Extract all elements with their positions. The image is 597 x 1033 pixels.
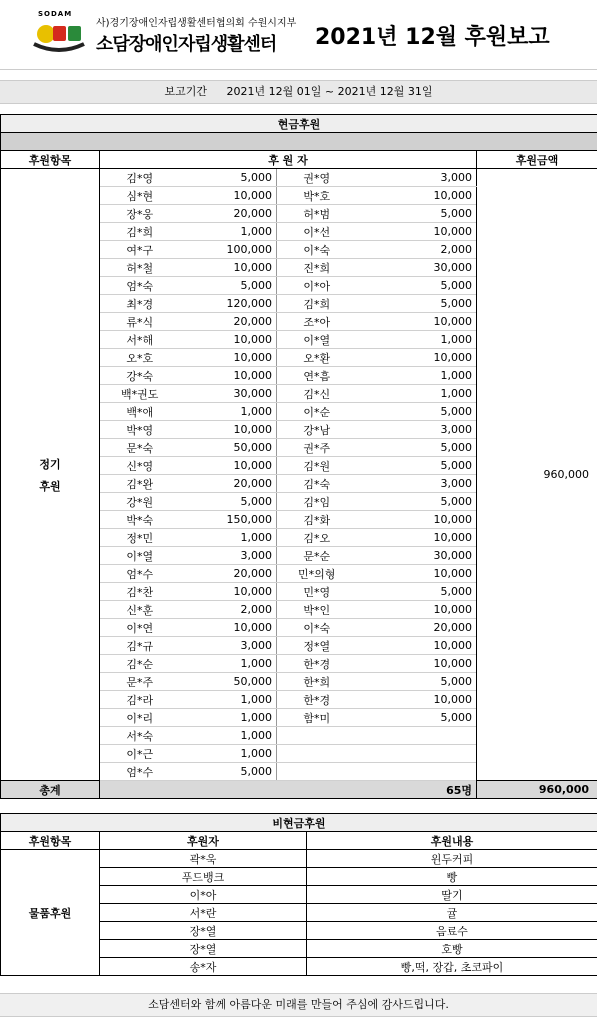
donor-name: 허*철	[100, 259, 180, 277]
donor-amount: 10,000	[357, 655, 477, 673]
donor-name: 엄*숙	[100, 277, 180, 295]
noncash-donor-name: 이*아	[100, 886, 307, 904]
donor-name: 엄*수	[100, 763, 180, 781]
noncash-category-cell: 물품후원	[1, 850, 100, 976]
noncash-donor-name: 푸드뱅크	[100, 868, 307, 886]
donor-amount: 3,000	[357, 169, 477, 187]
donor-amount: 3,000	[180, 637, 277, 655]
donor-amount: 5,000	[357, 439, 477, 457]
donor-name: 김*순	[100, 655, 180, 673]
cash-donation-table	[0, 114, 597, 799]
donor-amount: 1,000	[357, 385, 477, 403]
donor-amount: 30,000	[180, 385, 277, 403]
donor-name: 김*라	[100, 691, 180, 709]
donor-name: 조*아	[277, 313, 357, 331]
donor-amount: 3,000	[180, 547, 277, 565]
donor-amount: 1,000	[180, 223, 277, 241]
donor-amount: 5,000	[180, 169, 277, 187]
cash-header-category: 후원항목	[1, 151, 100, 169]
donor-name: 강*남	[277, 421, 357, 439]
donor-name: 김*희	[100, 223, 180, 241]
donor-name: 이*연	[100, 619, 180, 637]
donor-amount: 10,000	[180, 349, 277, 367]
donor-name: 문*주	[100, 673, 180, 691]
donor-name: 오*호	[100, 349, 180, 367]
donor-amount: 10,000	[180, 367, 277, 385]
donor-amount: 5,000	[357, 205, 477, 223]
donor-amount: 5,000	[357, 709, 477, 727]
org-name: 소담장애인자립생활센터	[96, 34, 277, 55]
donor-name: 김*화	[277, 511, 357, 529]
cash-category-line1: 정기	[39, 457, 61, 471]
donor-amount: 10,000	[180, 421, 277, 439]
donor-name: 김*숙	[277, 475, 357, 493]
donor-amount: 20,000	[180, 565, 277, 583]
donor-amount: 5,000	[357, 583, 477, 601]
donor-name	[277, 727, 357, 745]
donor-name: 김*임	[277, 493, 357, 511]
donor-amount: 5,000	[357, 493, 477, 511]
noncash-section-title: 비현금후원	[1, 814, 597, 832]
donor-amount: 1,000	[180, 709, 277, 727]
donor-name: 이*숙	[277, 619, 357, 637]
donor-name: 심*현	[100, 187, 180, 205]
donor-name: 엄*수	[100, 565, 180, 583]
donor-name: 신*훈	[100, 601, 180, 619]
donor-amount: 10,000	[180, 259, 277, 277]
donor-amount: 10,000	[180, 619, 277, 637]
donor-name: 김*신	[277, 385, 357, 403]
total-count: 65명	[100, 781, 477, 799]
donor-amount: 10,000	[357, 691, 477, 709]
cash-donor-row	[1, 169, 597, 187]
donor-name: 김*완	[100, 475, 180, 493]
donor-name: 이*숙	[277, 241, 357, 259]
donor-name: 서*해	[100, 331, 180, 349]
donor-amount: 10,000	[357, 349, 477, 367]
donor-name: 이*아	[277, 277, 357, 295]
donor-name: 장*웅	[100, 205, 180, 223]
donor-amount: 3,000	[357, 475, 477, 493]
donor-amount: 10,000	[357, 187, 477, 205]
donor-amount: 10,000	[357, 529, 477, 547]
donor-name: 이*근	[100, 745, 180, 763]
donor-name: 문*순	[277, 547, 357, 565]
donor-amount: 5,000	[357, 673, 477, 691]
donor-name: 강*원	[100, 493, 180, 511]
donor-name: 박*숙	[100, 511, 180, 529]
donor-name: 정*열	[277, 637, 357, 655]
donor-name: 진*희	[277, 259, 357, 277]
donor-amount: 5,000	[357, 277, 477, 295]
donor-name: 민*의형	[277, 565, 357, 583]
donor-amount: 10,000	[357, 511, 477, 529]
donor-name: 신*영	[100, 457, 180, 475]
donor-amount	[357, 727, 477, 745]
donor-amount: 50,000	[180, 673, 277, 691]
donor-amount: 100,000	[180, 241, 277, 259]
donor-name: 김*원	[277, 457, 357, 475]
donor-amount: 1,000	[180, 529, 277, 547]
donor-amount: 20,000	[357, 619, 477, 637]
donor-amount: 1,000	[357, 331, 477, 349]
donor-amount: 20,000	[180, 313, 277, 331]
donor-name: 여*구	[100, 241, 180, 259]
noncash-donation-table	[0, 813, 597, 976]
noncash-donor-name: 곽*욱	[100, 850, 307, 868]
donor-amount: 10,000	[180, 457, 277, 475]
donor-amount: 5,000	[180, 277, 277, 295]
donor-amount: 20,000	[180, 475, 277, 493]
donor-name: 백*권도	[100, 385, 180, 403]
donor-name: 박*영	[100, 421, 180, 439]
noncash-donor-name: 장*열	[100, 940, 307, 958]
noncash-donation-content: 음료수	[307, 922, 597, 940]
donor-name: 이*선	[277, 223, 357, 241]
cash-total-row	[1, 781, 597, 799]
donor-name: 김*찬	[100, 583, 180, 601]
noncash-donation-content: 딸기	[307, 886, 597, 904]
noncash-donation-content: 빵	[307, 868, 597, 886]
cash-category-line2: 후원	[39, 479, 61, 493]
donor-name: 이*순	[277, 403, 357, 421]
donor-amount: 2,000	[180, 601, 277, 619]
report-title: 2021년 12월 후원보고	[315, 25, 550, 50]
donor-name	[277, 745, 357, 763]
donor-name	[277, 763, 357, 781]
report-period	[0, 80, 597, 104]
donor-amount: 5,000	[180, 493, 277, 511]
donor-amount: 10,000	[180, 187, 277, 205]
donor-name: 오*환	[277, 349, 357, 367]
donor-name: 연*흠	[277, 367, 357, 385]
noncash-header-category: 후원항목	[1, 832, 100, 850]
donor-name: 문*숙	[100, 439, 180, 457]
donor-amount: 1,000	[180, 655, 277, 673]
donor-amount: 10,000	[357, 223, 477, 241]
noncash-donor-name: 송*자	[100, 958, 307, 976]
report-header	[0, 0, 597, 70]
donor-name: 김*영	[100, 169, 180, 187]
donor-amount: 10,000	[357, 313, 477, 331]
donor-name: 함*미	[277, 709, 357, 727]
donor-name: 박*호	[277, 187, 357, 205]
donor-amount: 5,000	[357, 457, 477, 475]
noncash-donation-content: 귤	[307, 904, 597, 922]
logo-wordmark: SODAM	[38, 10, 73, 18]
sodam-logo-icon	[30, 12, 88, 54]
donor-amount: 1,000	[180, 403, 277, 421]
cash-category-amount: 960,000	[477, 169, 597, 781]
donor-amount: 150,000	[180, 511, 277, 529]
noncash-donor-row	[1, 850, 597, 868]
donor-name: 허*범	[277, 205, 357, 223]
donor-name: 박*인	[277, 601, 357, 619]
period-label: 보고기간	[164, 85, 208, 98]
donor-name: 권*영	[277, 169, 357, 187]
donor-amount: 1,000	[357, 367, 477, 385]
donor-name: 류*식	[100, 313, 180, 331]
donor-amount: 1,000	[180, 727, 277, 745]
donor-amount: 50,000	[180, 439, 277, 457]
donor-amount	[357, 763, 477, 781]
donor-amount: 20,000	[180, 205, 277, 223]
donor-amount: 10,000	[357, 637, 477, 655]
donor-amount: 5,000	[180, 763, 277, 781]
donor-name: 백*애	[100, 403, 180, 421]
donor-amount: 30,000	[357, 547, 477, 565]
cash-header-donors: 후 원 자	[100, 151, 477, 169]
noncash-donation-content: 윈두커피	[307, 850, 597, 868]
donor-amount: 10,000	[357, 601, 477, 619]
donor-name: 이*열	[100, 547, 180, 565]
donor-name: 정*민	[100, 529, 180, 547]
donor-name: 김*오	[277, 529, 357, 547]
donor-name: 최*경	[100, 295, 180, 313]
donor-name: 한*경	[277, 655, 357, 673]
donor-name: 서*숙	[100, 727, 180, 745]
cash-category-cell	[1, 169, 100, 781]
donor-name: 민*영	[277, 583, 357, 601]
donor-name: 김*희	[277, 295, 357, 313]
donor-name: 한*경	[277, 691, 357, 709]
donor-name: 한*희	[277, 673, 357, 691]
org-subtitle: 사)경기장애인자립생활센터협의회 수원시지부	[96, 18, 297, 29]
noncash-header-donor: 후원자	[100, 832, 307, 850]
donor-amount	[357, 745, 477, 763]
thank-you-footer: 소담센터와 함께 아름다운 미래를 만들어 주심에 감사드립니다.	[0, 993, 597, 1017]
noncash-header-content: 후원내용	[307, 832, 597, 850]
noncash-donation-content: 빵,떡, 장갑, 초코파이	[307, 958, 597, 976]
cash-section-band	[1, 133, 597, 151]
donor-amount: 120,000	[180, 295, 277, 313]
donor-amount: 30,000	[357, 259, 477, 277]
total-amount: 960,000	[477, 781, 597, 799]
total-label: 총계	[1, 781, 100, 799]
donor-amount: 5,000	[357, 403, 477, 421]
donor-name: 이*리	[100, 709, 180, 727]
cash-section-title: 현금후원	[1, 115, 597, 133]
donor-amount: 3,000	[357, 421, 477, 439]
donor-name: 권*주	[277, 439, 357, 457]
period-range: 2021년 12월 01일 ~ 2021년 12월 31일	[226, 85, 433, 98]
donor-amount: 2,000	[357, 241, 477, 259]
donor-name: 강*숙	[100, 367, 180, 385]
donor-amount: 10,000	[357, 565, 477, 583]
cash-header-amount: 후원금액	[477, 151, 597, 169]
donor-amount: 1,000	[180, 745, 277, 763]
donor-amount: 5,000	[357, 295, 477, 313]
donor-amount: 1,000	[180, 691, 277, 709]
donor-name: 김*규	[100, 637, 180, 655]
noncash-donor-name: 장*열	[100, 922, 307, 940]
donor-amount: 10,000	[180, 331, 277, 349]
donor-name: 이*열	[277, 331, 357, 349]
noncash-donor-name: 서*란	[100, 904, 307, 922]
noncash-donation-content: 호빵	[307, 940, 597, 958]
donor-amount: 10,000	[180, 583, 277, 601]
